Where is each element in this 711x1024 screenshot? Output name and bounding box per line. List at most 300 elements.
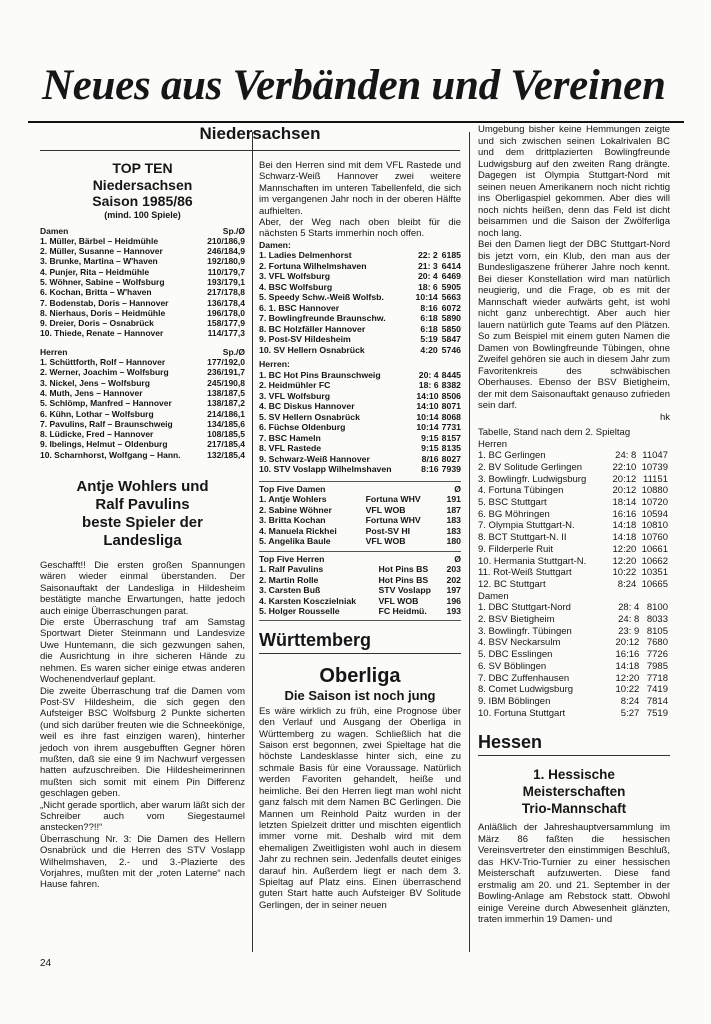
table-row [259,515,461,526]
table-cell-team: 9. IBM Böblingen [478,695,551,707]
table-cell-pts: 16:16 [615,649,640,661]
table-cell-name: 3. Brunke, Martina – W'haven [40,256,158,267]
table-cell-team: 3. VFL Wolfsburg [259,390,331,401]
topten-title-2: Niedersachsen [92,176,193,193]
table-cell-pts: 6:18 [420,313,438,324]
table-cell-pins: 8506 [441,390,461,401]
table-cell-pins: 7419 [646,684,668,696]
table-cell-pts: 14:10 [416,390,439,401]
table-cell-avg: 193 [446,606,461,617]
table-cell-pts: 20: 4 [417,271,438,282]
section-title-hessen: Hessen [478,732,543,753]
table-cell-pins: 8027 [441,453,461,464]
table-cell-name: 7. Bodenstab, Doris – Hannover [40,297,169,308]
table-row [259,345,461,356]
table-row [259,313,461,324]
table-row [40,409,245,419]
table-cell-pins: 8068 [441,411,461,422]
table-cell-pts: 18: 6 [418,380,439,391]
table-cell-pts: 20:12 [612,473,637,485]
table-cell-team: 5. DBC Esslingen [478,649,553,661]
table-cell-pins: 11151 [642,473,668,485]
column-1 [40,160,245,891]
table-cell-team: 8. BC Holzfäller Hannover [259,323,366,334]
table-row [478,684,668,696]
article-paragraph: Umgebung bisher keine Hemmungen zeigte und sich zwischen seinen Lokalrivalen BC und dem drittplazierten Bowlingfreunde Ludwigsburg auf den zweiten Rang drängte. Dagegen ist Olympia Stuttgart-Nord mit seinen neuen Amerikanern noch nicht richtig ins Oberligaspiel gekommen. Aber dies will noch nichts heißen, denn das Feld ist dicht beisammen und die Saison der Zwölferliga noch lang. [478,124,670,239]
article-paragraph: Es wäre wirklich zu früh, eine Prognose über den Verlauf und Ausgang der Oberliga in Württemberg zu wagen. Schließlich hat die Saison erst begonnen, zwei Spieltage hat die höchste Landesklasse hinter sich, eine zu schmale Basis für eine Voraussage. Natürlich werden Favoriten gehandelt, heiße und heimliche. Bei den Herren liegt man wohl nicht ganz falsch mit dem Namen BC Gerlingen. Die Mannen um Reinhold Paitz wurden in der letzten Spielzeit dritter und mischten eigentlich immer vorne mit. Deshalb wird mit dem ehemaligen Zweitligisten wohl auch in diesem Jahr zu rechnen sein. Jedenfalls deutet einiges darauf hin. Außerdem liegt er nach dem 3. Spieltag auf Platz eins. Einen überraschend guten Start hatte auch Aufsteiger BV Solitude Gerlingen, der in seiner neuen [259,705,461,911]
article-paragraph: Die zweite Überraschung traf die Damen vom Post-SV Hildesheim, die sich gegen den Aufsteiger BSC Wolfsburg 2 Punkte sicherten (und sich darüber freuten wie die Schneekönige, weil es ihre fast einzigen waren), hinterher jedoch von ihrem ausgebufften Gegner hören mußten, daß sie eine 9 im Nachwurf vergessen hatten aufzuschreiben. Die Hildesheimerinnen mußten sich somit mit einem Pin Differenz geschlagen geben. [40,685,245,800]
table-cell-val: 138/187,2 [207,398,245,409]
table-cell-name: 3. Nickel, Jens – Wolfsburg [40,377,150,388]
table-cell-name: 1. Ralf Pavulins [259,564,324,575]
table-cell-name: 4. Punjer, Rita – Heidmühle [40,266,150,277]
table-cell-pins: 7731 [441,422,461,433]
table-cell-team: 6. 1. BSC Hannover [259,302,340,313]
table-row [40,429,245,439]
table-cell-val: 138/187,5 [207,387,245,398]
table-cell-pts: 10:14 [416,411,439,422]
table-row [259,324,461,335]
table-cell-club: Fortuna WHV [365,494,421,505]
table-row [478,708,668,720]
table-row [259,422,461,433]
article-paragraph: Geschafft!! Die ersten großen Spannungen wären wieder einmal überstanden. Der Saisonauftakt der Landesliga in Hildesheim bestätigte manche Erwartungen, hatte jedoch auch einige Überraschungen parat. [40,560,245,617]
table-cell-pins: 7726 [646,649,668,661]
table-cell-club: Hot Pins BS [378,574,429,585]
table-cell-team: 10. Hermania Stuttgart-N. [478,555,587,567]
table-cell-team: 2. Heidmühler FC [259,380,331,391]
table-row [478,602,668,614]
table-cell-val: 110/179,7 [207,266,245,277]
table-cell-pins: 10880 [641,485,668,497]
table-cell-pts: 22: 2 [417,250,438,261]
table-row [259,303,461,314]
page-headline: Neues aus Verbänden und Vereinen [42,62,666,109]
table-cell-name: 6. Kochan, Britta – W'haven [40,287,152,298]
table-cell-name: 9. Dreier, Doris – Osnabrück [40,318,154,329]
table-cell-club: VFL WOB [378,595,419,606]
table-cell-pins: 8100 [646,602,668,614]
table-cell-pts: 20:12 [612,485,637,497]
table-cell-pts: 5:27 [620,707,640,719]
table-cell-team: 8. VFL Rastede [259,443,322,454]
table-cell-avg: 187 [446,504,461,515]
article-headline-2: Ralf Pavulins [95,496,190,514]
column-divider-1 [252,132,253,952]
table-cell-pins: 10594 [641,508,668,520]
table-row [259,494,461,505]
table-cell-team: 10. STV Voslapp Wilhelmshaven [259,464,392,475]
table-cell-name: 4. Karsten Kosczielniak [259,595,357,606]
table-cell-team: 3. VFL Wolfsburg [259,271,331,282]
table-cell-pts: 9:15 [421,432,439,443]
column-divider-2 [469,132,470,952]
table-cell-name: 10. Scharnhorst, Wolfgang – Hann. [40,449,181,460]
table-row [40,298,245,308]
table-cell-name: 7. Pavulins, Ralf – Braunschweig [40,418,173,429]
table-cell-pts: 12:20 [612,543,637,555]
table-row [40,277,245,287]
table-cell-pins: 7680 [646,637,668,649]
table-cell-pts: 4:20 [420,344,438,355]
table-row [259,564,461,575]
table-cell-club: VFL WOB [365,536,406,547]
section-title-niedersachsen: Niedersachsen [199,124,321,143]
table-cell-team: 10. SV Hellern Osnabrück [259,344,365,355]
table-cell-pins: 8445 [441,369,461,380]
table-cell-pts: 28: 4 [618,602,640,614]
topten-herren-header: Herren [40,346,68,357]
column-3 [478,124,670,926]
table-cell-team: 12. BC Stuttgart [478,578,546,590]
avg-symbol: Ø [454,483,461,494]
page-number: 24 [40,958,52,969]
table-cell-team: 5. Speedy Schw.-Weiß Wolfsb. [259,292,384,303]
table-cell-pins: 5746 [441,344,461,355]
table-cell-name: 4. Manuela Rickhei [259,525,337,536]
table-cell-pins: 8105 [646,625,668,637]
table-cell-val: 132/185,4 [207,449,245,460]
table-cell-team: 1. DBC Stuttgart-Nord [478,602,571,614]
table-cell-name: 3. Carsten Buß [259,585,321,596]
table-cell-pts: 5:19 [420,334,438,345]
table-cell-team: 11. Rot-Weiß Stuttgart [478,567,572,579]
table-row [40,398,245,408]
table-cell-avg: 180 [446,536,461,547]
table-cell-pts: 8:16 [420,302,438,313]
table-cell-pins: 6072 [441,302,461,313]
table-cell-team: 5. BSC Stuttgart [478,497,547,509]
table-row [478,673,668,685]
table-cell-pins: 10739 [641,461,668,473]
table-row [259,596,461,607]
table-cell-team: 5. SV Hellern Osnabrück [259,411,360,422]
article-headline-3: beste Spieler der [82,514,203,532]
table-cell-pins: 7939 [441,464,461,475]
table-cell-val: 196/178,0 [207,307,245,318]
table-cell-pins: 8157 [441,432,461,443]
table-cell-pts: 8:24 [617,578,637,590]
table-cell-team: 3. Bowlingfr. Tübingen [478,625,572,637]
table-cell-pts: 10:22 [612,567,637,579]
table-cell-name: 1. Antje Wohlers [259,494,327,505]
table-row [40,267,245,277]
topten-herren-table [40,347,245,460]
table-cell-pins: 7985 [646,660,668,672]
table-cell-name: 9. Ibelings, Helmut – Oldenburg [40,439,168,450]
table-cell-team: 9. Post-SV Hildesheim [259,334,351,345]
table-cell-pts: 18: 6 [417,281,438,292]
topten-title-3: Saison 1985/86 [92,193,193,209]
table-cell-val: 108/185,5 [207,429,245,440]
table-cell-pins: 10720 [641,497,668,509]
topten-damen-header: Damen [40,225,69,236]
table-cell-pts: 23: 9 [618,625,640,637]
topten-col-header: Sp./Ø [222,346,245,357]
table-cell-pts: 22:10 [612,461,637,473]
table-row [478,485,668,497]
table-cell-val: 214/186,1 [207,408,245,419]
table-cell-name: 2. Müller, Susanne – Hannover [40,246,163,257]
table-cell-team: 2. BV Solitude Gerlingen [478,461,583,473]
table-cell-pins: 7718 [646,672,668,684]
table-cell-val: 246/184,9 [207,246,245,257]
hessen-headline-1: 1. Hessische [533,767,615,783]
table-cell-club: STV Voslapp [378,585,431,596]
table-cell-team: 6. Füchse Oldenburg [259,422,346,433]
article-paragraph: Bei den Herren sind mit dem VFL Rastede und Schwarz-Weiß Hannover zwei weitere Mannschaften im unteren Tabellenfeld, die sich im vergangenen Jahr noch in der oberen Hälfte aufhielten. [259,160,461,217]
table-cell-pins: 10760 [641,532,668,544]
table-cell-team: 6. SV Böblingen [478,660,547,672]
table-cell-team: 2. BSV Bietigheim [478,614,555,626]
table-cell-name: 8. Nierhaus, Doris – Heidmühle [40,307,166,318]
table-row [259,282,461,293]
table-row [478,544,668,556]
table-row [259,526,461,537]
wb-table-title: Tabelle, Stand nach dem 2. Spieltag [478,427,631,438]
oberliga-headline: Oberliga [319,664,401,687]
table-cell-team: 4. BSV Neckarsulm [478,637,561,649]
table-cell-team: 7. DBC Zuffenhausen [478,672,570,684]
table-row [478,462,668,474]
hessen-headline-2: Meisterschaften [522,784,626,800]
article-headline-1: Antje Wohlers und [76,478,209,496]
table-cell-team: 7. Olympia Stuttgart-N. [478,520,575,532]
table-cell-pts: 8:24 [620,695,640,707]
table-cell-pts: 8:16 [421,464,439,475]
top5-herren-block [259,551,461,621]
table-cell-pts: 21: 3 [417,260,438,271]
table-row [40,328,245,338]
article-paragraph: Überraschung Nr. 3: Die Damen des Hellern Osnabrück und die Herren des STV Voslapp Wilhelmshaven, 2.- und 3.-Plazierte des Vorjahres, mußten mit der „roten Laterne“ nach Hause fahren. [40,833,245,891]
table-cell-pts: 24: 8 [615,450,637,462]
table-row [259,261,461,272]
table-cell-pts: 20:12 [615,637,640,649]
table-cell-name: 8. Lüdicke, Fred – Hannover [40,429,154,440]
top5-herren-table [259,554,461,617]
table-cell-avg: 183 [446,515,461,526]
table-row [40,357,245,367]
table-cell-pts: 9:15 [421,443,439,454]
oberliga-subheadline: Die Saison ist noch jung [284,687,436,703]
table-cell-pins: 5850 [441,323,461,334]
table-cell-name: 6. Kühn, Lothar – Wolfsburg [40,408,154,419]
article-headline-4: Landesliga [103,532,182,550]
table-cell-name: 2. Martin Rolle [259,574,319,585]
author-initials: hk [659,411,670,423]
table-row [259,250,461,261]
table-cell-club: Fortuna WHV [365,515,421,526]
section-rule-niedersachsen [40,150,460,151]
table-cell-name: 5. Schlömp, Manfred – Hannover [40,398,172,409]
table-cell-pins: 8071 [441,401,461,412]
table-cell-avg: 183 [446,525,461,536]
table-cell-val: 134/185,6 [207,418,245,429]
table-cell-team: 4. Fortuna Tübingen [478,485,564,497]
table-cell-avg: 196 [446,595,461,606]
table-cell-pts: 8/16 [421,453,439,464]
table-cell-pins: 11047 [642,450,668,462]
table-cell-name: 5. Angelika Baule [259,536,331,547]
table-row [259,380,461,391]
table-cell-team: 7. BSC Hameln [259,432,321,443]
table-cell-pins: 6414 [441,260,461,271]
table-cell-name: 1. Schüttforth, Rolf – Hannover [40,357,166,368]
table-cell-team: 7. Bowlingfreunde Braunschw. [259,313,386,324]
table-cell-team: 9. Schwarz-Weiß Hannover [259,453,370,464]
table-cell-val: 136/178,4 [207,297,245,308]
table-cell-avg: 197 [446,585,461,596]
table-row [478,696,668,708]
table-row [259,505,461,516]
landesliga-herren-header: Herren: [259,359,290,370]
table-cell-pts: 10:14 [415,292,438,303]
table-row [259,292,461,303]
table-cell-team: 6. BG Möhringen [478,508,550,520]
table-row [259,433,461,444]
topten-col-header: Sp./Ø [222,225,245,236]
table-cell-team: 4. BC Diskus Hannover [259,401,355,412]
table-cell-pins: 8382 [441,380,461,391]
table-row [259,391,461,402]
table-row [259,271,461,282]
wuerttemberg-damen-table [478,591,668,720]
table-cell-avg: 203 [446,564,461,575]
table-cell-pts: 16:16 [612,508,637,520]
table-row [40,318,245,328]
table-cell-team: 3. Bowlingfr. Ludwigsburg [478,473,587,485]
table-cell-pts: 12:20 [615,672,640,684]
table-row [259,401,461,412]
table-row [40,388,245,398]
topten-subtitle: (mind. 100 Spiele) [104,209,181,220]
table-row [478,497,668,509]
table-cell-val: 245/190,8 [207,377,245,388]
table-cell-pts: 18:14 [612,497,637,509]
table-row [478,649,668,661]
table-cell-val: 177/192,0 [207,357,245,368]
wb-herren-header: Herren [478,438,508,450]
table-cell-name: 5. Wöhner, Sabine – Wolfsburg [40,276,165,287]
article-paragraph: Anläßlich der Jahreshauptversammlung im März 86 faßten die hessischen Vereinsvertreter den einstimmigen Beschluß, das HKV-Trio-Turnier zu einer hessischen Meisterschaft aufzuwerten. Diese fand erstmalig am 20. und 21. September in der Bowling-Anlage am Rebstock statt. Obwohl einige Vereine durch Abwesenheit glänzten, traten immerhin 19 Damen- und [478,822,670,926]
table-row [478,556,668,568]
table-cell-name: 2. Werner, Joachim – Wolfsburg [40,367,169,378]
table-cell-team: 4. BSC Wolfsburg [259,281,333,292]
table-row [259,464,461,475]
table-cell-pins: 10810 [641,520,668,532]
table-cell-team: 2. Fortuna Wilhelmshaven [259,260,367,271]
table-cell-team: 1. BC Hot Pins Braunschweig [259,369,381,380]
table-cell-team: 10. Fortuna Stuttgart [478,707,566,719]
table-cell-pins: 5663 [441,292,461,303]
table-cell-val: 210/186,9 [207,235,245,246]
table-cell-name: 4. Muth, Jens – Hannover [40,387,143,398]
landesliga-damen-header: Damen: [259,239,291,250]
table-cell-pins: 10662 [641,555,668,567]
table-cell-val: 114/177,3 [207,328,245,339]
table-cell-avg: 191 [446,494,461,505]
section-rule-wuerttemberg [259,653,461,654]
table-cell-val: 236/191,7 [207,367,245,378]
table-cell-pins: 7814 [646,695,668,707]
topten-title-1: TOP TEN [112,160,173,176]
landesliga-herren-table [259,359,461,475]
table-cell-avg: 202 [446,574,461,585]
table-row [40,308,245,318]
table-row [478,579,668,591]
table-row [478,474,668,486]
article-paragraph: Bei den Damen liegt der DBC Stuttgart-Nord bis jetzt vorn, ein Klub, den man aus der Bundesligaszene früherer Jahre noch kennt. Bei dieser Konstellation wird man natürlich neugierig, und die Frage, ob es mit der Mannschaft wieder aufwärts geht, ist wohl nicht ganz unberechtigt. Aber auch hier lauern natürlich gute Teams auf den Plätzen. So zum Beispiel mit einem guten Namen die Damen von Bowlingfreunde Tübingen, ohne Zweifel gehören sie auch in diesem Jahr zum Favoritenkreis des schwäbischen Oberhauses. Ebenso der BSV Bietigheim, der mit dem Saisonauftakt genauso zufrieden sein darf. [478,239,670,411]
table-cell-name: 5. Holger Rousselle [259,606,340,617]
table-cell-pts: 14:18 [612,520,637,532]
table-cell-pins: 8033 [646,614,668,626]
top5-damen-header: Top Five Damen [259,483,326,494]
table-cell-club: FC Heidmü. [378,606,427,617]
table-row [259,454,461,465]
table-cell-val: 193/179,1 [207,276,245,287]
table-cell-pts: 14:18 [612,532,637,544]
table-row [40,419,245,429]
table-cell-val: 192/180,9 [207,256,245,267]
section-title-wuerttemberg: Württemberg [259,629,371,650]
table-row [259,575,461,586]
table-row [259,412,461,423]
table-row [40,378,245,388]
table-row [478,637,668,649]
table-cell-pts: 12:20 [612,555,637,567]
table-cell-pts: 14:10 [416,401,439,412]
landesliga-damen-table [259,240,461,356]
table-row [259,443,461,454]
top5-damen-table [259,484,461,547]
table-cell-pins: 10661 [641,543,668,555]
table-cell-club: Hot Pins BS [378,564,429,575]
hessen-headline-3: Trio-Mannschaft [521,801,627,817]
table-row [40,246,245,256]
table-cell-pts: 10:14 [416,422,439,433]
table-row [40,256,245,266]
table-cell-pts: 14:18 [615,660,640,672]
table-row [478,626,668,638]
table-cell-club: VFL WOB [365,504,406,515]
table-cell-pts: 24: 8 [618,614,640,626]
column-2 [259,160,461,911]
table-row [478,614,668,626]
table-row [478,661,668,673]
table-cell-team: 1. BC Gerlingen [478,450,546,462]
topten-damen-table [40,226,245,339]
table-row [40,367,245,377]
table-cell-club: Post-SV HI [365,525,411,536]
table-cell-name: 1. Müller, Bärbel – Heidmühle [40,235,159,246]
table-cell-pts: 10:22 [615,684,640,696]
table-row [478,567,668,579]
table-cell-pins: 8135 [441,443,461,454]
table-row [259,334,461,345]
table-cell-name: 3. Britta Kochan [259,515,326,526]
table-cell-pins: 10665 [641,578,668,590]
table-row [40,450,245,460]
table-row [40,439,245,449]
table-cell-name: 2. Sabine Wöhner [259,504,332,515]
top5-herren-header: Top Five Herren [259,553,325,564]
table-row [40,236,245,246]
avg-symbol: Ø [454,553,461,564]
table-cell-pins: 10351 [641,567,668,579]
table-cell-team: 1. Ladies Delmenhorst [259,250,352,261]
topten-box [40,160,245,460]
table-row [259,536,461,547]
